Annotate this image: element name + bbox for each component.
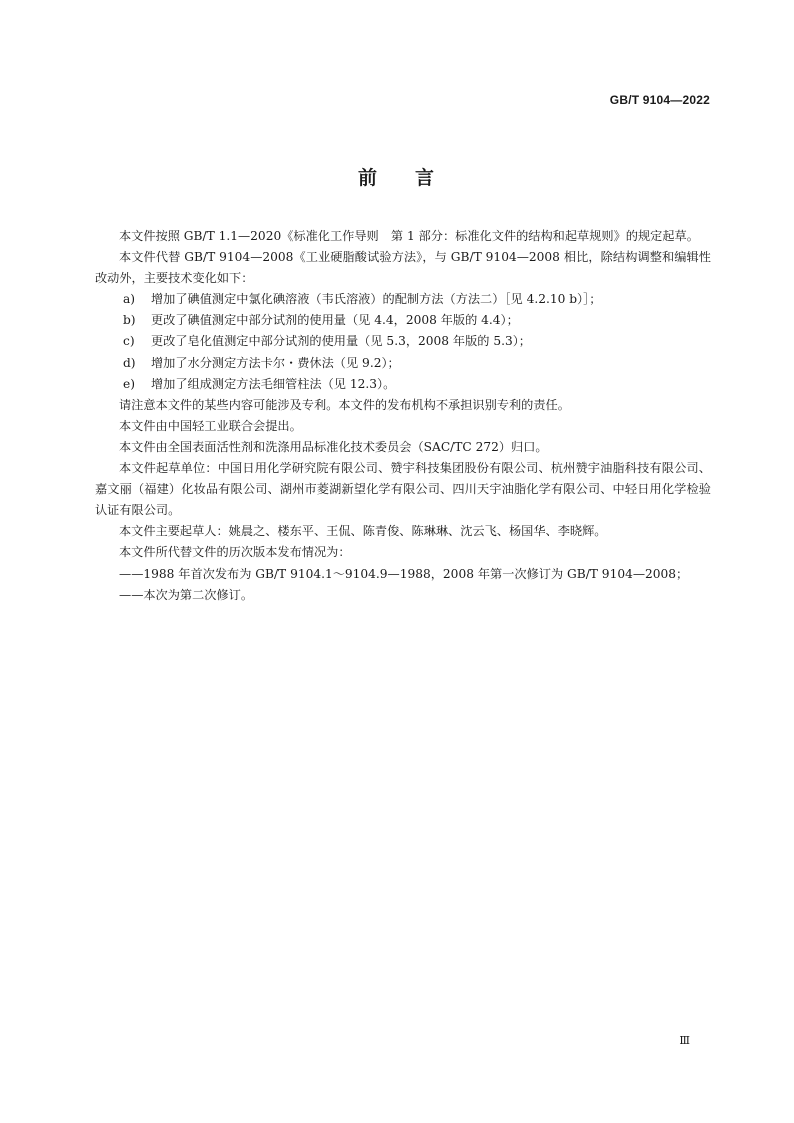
paragraph-proposed-by: 本文件由中国轻工业联合会提出。	[119, 418, 302, 433]
paragraph-patent-notice: 请注意本文件的某些内容可能涉及专利。本文件的发布机构不承担识别专利的责任。	[119, 397, 570, 412]
paragraph-under-jurisdiction: 本文件由全国表面活性剂和洗涤用品标准化技术委员会（SAC/TC 272）归口。	[119, 439, 548, 454]
change-item	[95, 289, 711, 310]
change-item-mark: b)	[123, 313, 136, 328]
change-item	[95, 374, 711, 395]
paragraph-drafters: 本文件主要起草人：姚晨之、楼东平、王侃、陈青俊、陈琳琳、沈云飞、杨国华、李晓辉。	[119, 524, 607, 539]
paragraph-drafting-units: 本文件起草单位：中国日用化学研究院有限公司、赞宇科技集团股份有限公司、杭州赞宇油脂科技有限公司、嘉文丽（福建）化妆品有限公司、湖州市菱湖新望化学有限公司、四川天宇油脂化学有限公司、中轻日用化学检验认证有限公司。	[95, 461, 711, 518]
change-item-mark: d)	[123, 355, 136, 370]
change-item-mark: e)	[123, 376, 135, 391]
history-item: ——本次为第二次修订。	[119, 587, 254, 602]
page-title-part1: 前	[357, 167, 379, 189]
page-title	[0, 163, 794, 190]
foreword-body	[95, 226, 711, 606]
change-item-mark: a)	[123, 292, 136, 307]
change-item-mark: c)	[123, 334, 135, 349]
paragraph-replaces: 本文件代替 GB/T 9104—2008《工业硬脂酸试验方法》，与 GB/T 9104—2008 相比，除结构调整和编辑性改动外，主要技术变化如下：	[95, 250, 711, 286]
change-item	[95, 353, 711, 374]
page-number: Ⅲ	[679, 1034, 690, 1047]
page-title-part2: 言	[415, 167, 437, 189]
change-item-text: 更改了皂化值测定中部分试剂的使用量（见 5.3，2008 年版的 5.3）；	[151, 334, 531, 349]
paragraph-drafting-rules: 本文件按照 GB/T 1.1—2020《标准化工作导则 第 1 部分：标准化文件的结构和起草规则》的规定起草。	[119, 229, 699, 243]
standard-code: GB/T 9104—2022	[609, 93, 710, 107]
change-item-text: 增加了碘值测定中氯化碘溶液（韦氏溶液）的配制方法（方法二）［见 4.2.10 b）］；	[151, 292, 602, 307]
change-item-text: 增加了水分测定方法卡尔・费休法（见 9.2）；	[151, 355, 400, 370]
change-item-text: 更改了碘值测定中部分试剂的使用量（见 4.4，2008 年版的 4.4）；	[151, 313, 519, 328]
history-item: ——1988 年首次发布为 GB/T 9104.1～9104.9—1988，2008 年第一次修订为 GB/T 9104—2008；	[119, 566, 689, 581]
change-item	[95, 310, 711, 331]
change-item-text: 增加了组成测定方法毛细管柱法（见 12.3）。	[151, 376, 396, 391]
paragraph-history-intro: 本文件所代替文件的历次版本发布情况为：	[119, 545, 351, 560]
change-item	[95, 331, 711, 352]
